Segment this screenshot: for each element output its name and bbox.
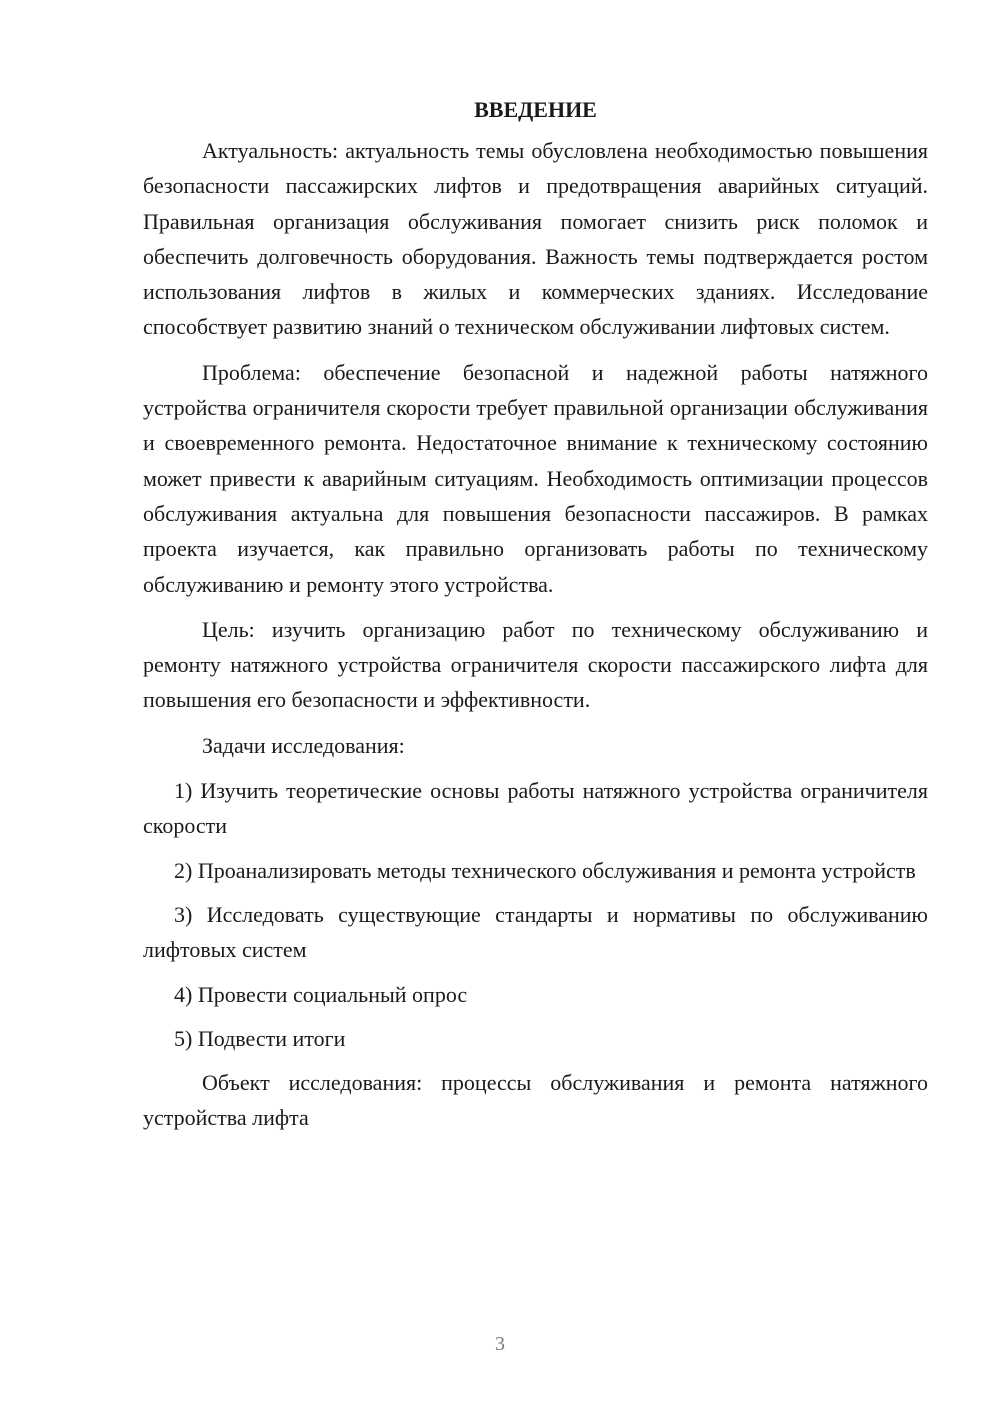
paragraph-relevance: Актуальность: актуальность темы обусловлена необходимостью повышения безопасности пассажирских лифтов и предотвращения аварийных ситуаций. Правильная организация обслуживания помогает снизить риск поломок и обеспечить долговечность оборудования. Важность темы подтверждается ростом использования лифтов в жилых и коммерческих зданиях. Исследование способствует развитию знаний о техническом обслуживании лифтовых систем. xyxy=(143,138,928,340)
document-page xyxy=(143,92,928,1146)
paragraph-problem: Проблема: обеспечение безопасной и надежной работы натяжного устройства ограничителя скорости требует правильной организации обслуживания и своевременного ремонта. Недостаточное внимание к техническому состоянию может привести к аварийным ситуациям. Необходимость оптимизации процессов обслуживания актуальна для повышения безопасности пассажиров. В рамках проекта изучается, как правильно организовать работы по техническому обслуживанию и ремонту этого устройства. xyxy=(143,359,928,597)
paragraph-tasks-intro: Задачи исследования: xyxy=(202,732,405,758)
task-item-4: 4) Провести социальный опрос xyxy=(174,981,468,1007)
task-item-1: 1) Изучить теоретические основы работы натяжного устройства ограничителя скорости xyxy=(143,778,928,839)
section-heading: ВВЕДЕНИЕ xyxy=(474,97,597,122)
task-item-3: 3) Исследовать существующие стандарты и нормативы по обслуживанию лифтовых систем xyxy=(143,901,928,963)
task-item-5: 5) Подвести итоги xyxy=(174,1025,346,1051)
task-item-2: 2) Проанализировать методы технического обслуживания и ремонта устройств xyxy=(174,857,916,883)
page-number: 3 xyxy=(495,1333,505,1355)
paragraph-object: Объект исследования: процессы обслуживания и ремонта натяжного устройства лифта xyxy=(143,1070,928,1131)
paragraph-goal: Цель: изучить организацию работ по техническому обслуживанию и ремонту натяжного устройства ограничителя скорости пассажирского лифта для повышения его безопасности и эффективности. xyxy=(143,616,928,713)
